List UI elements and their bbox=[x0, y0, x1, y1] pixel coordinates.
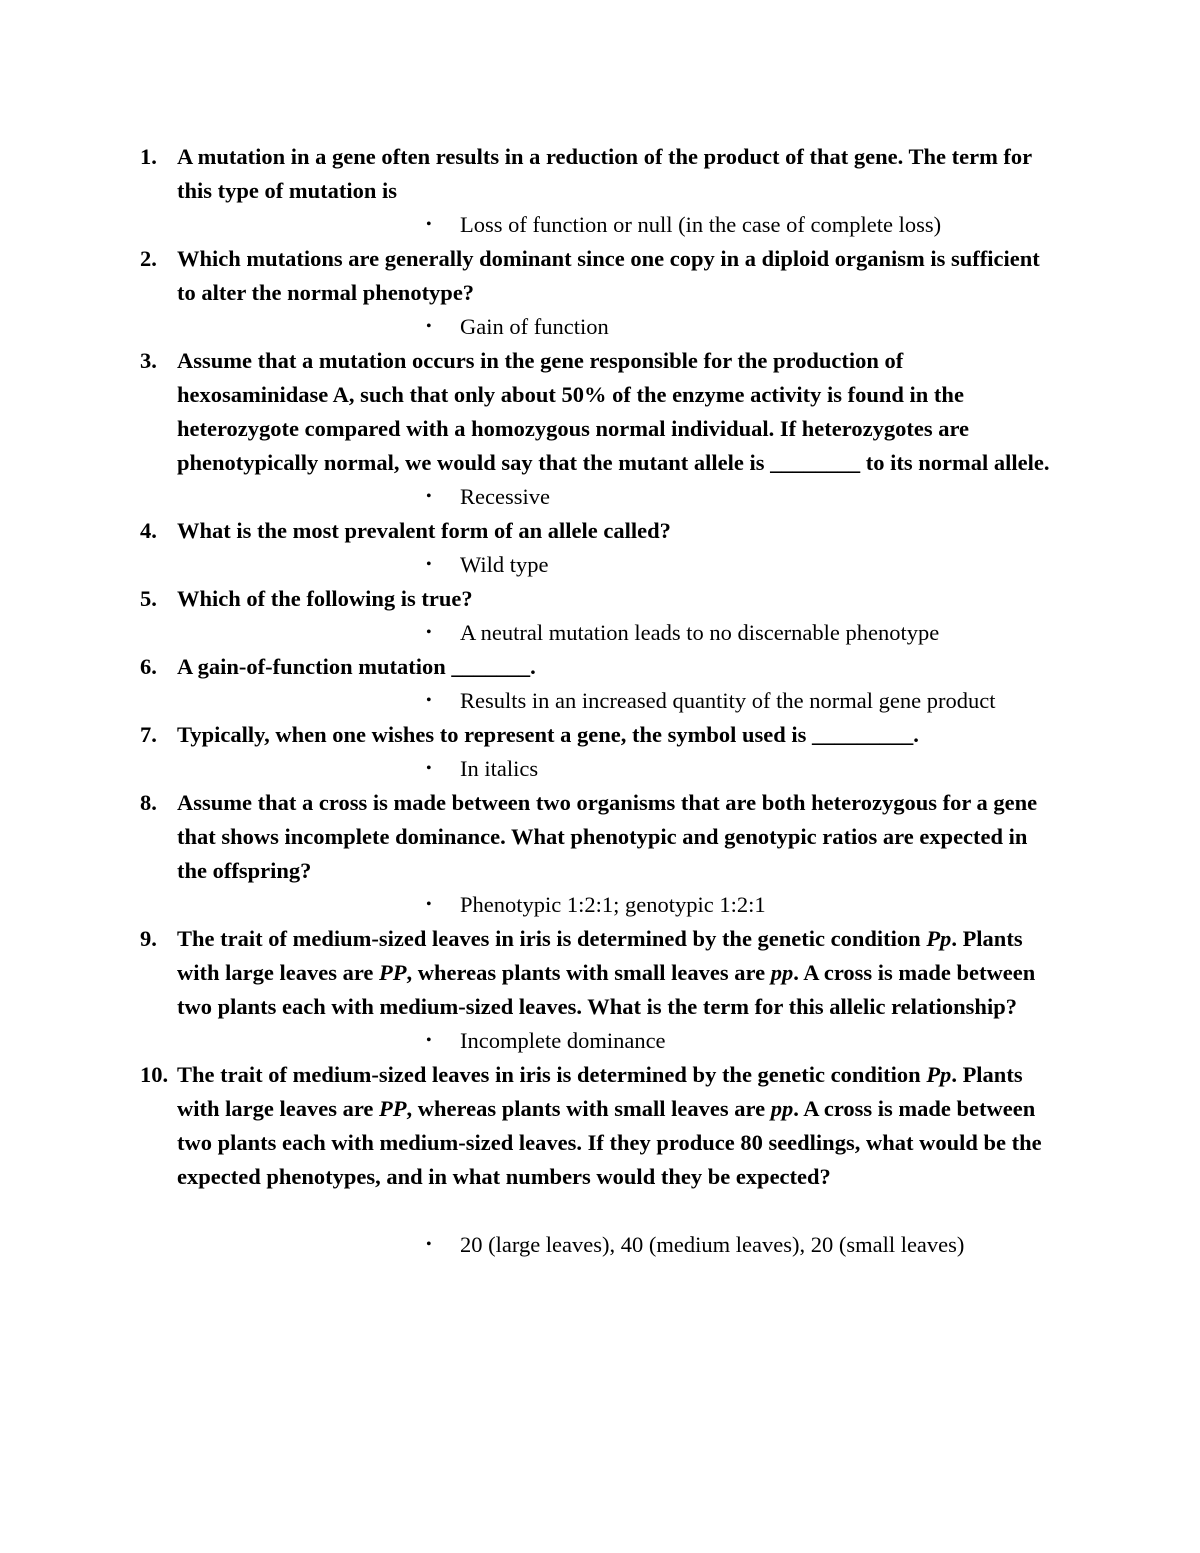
question-text-part: The trait of medium-sized leaves in iris is determined by the genetic condition bbox=[177, 926, 927, 951]
question-text: What is the most prevalent form of an allele called? bbox=[177, 518, 671, 543]
answer-item bbox=[177, 616, 1060, 650]
question-item bbox=[0, 140, 1200, 242]
question-number: 3. bbox=[140, 348, 157, 373]
answer-item bbox=[177, 480, 1060, 514]
answer-item bbox=[177, 684, 1060, 718]
question-text: Which of the following is true? bbox=[177, 586, 473, 611]
answer-item bbox=[177, 888, 1060, 922]
answer-text: Gain of function bbox=[460, 314, 609, 339]
question-number: 1. bbox=[140, 144, 157, 169]
question-item bbox=[0, 242, 1200, 344]
question-text-part: . A cross is made between two plants each with medium-sized leaves. If they produce 80 seedlings, what would be the expected phenotypes, and in what numbers would they be expected? bbox=[177, 1096, 1042, 1189]
answer-text: 20 (large leaves), 40 (medium leaves), 20 (small leaves) bbox=[460, 1232, 965, 1257]
answer-text: In italics bbox=[460, 756, 539, 781]
question-text: Assume that a mutation occurs in the gene responsible for the production of hexosaminidase A, such that only about 50% of the enzyme activity is found in the heterozygote compared with a homozygous normal individual. If heterozygotes are phenotypically normal, we would say that the mutant allele is ________ to its normal allele. bbox=[177, 348, 1050, 475]
question-number: 6. bbox=[140, 654, 157, 679]
answer-item bbox=[177, 752, 1060, 786]
answer-text: Wild type bbox=[460, 552, 549, 577]
bullet-icon: • bbox=[426, 692, 432, 709]
question-item bbox=[0, 514, 1200, 582]
genotype-symbol: PP bbox=[379, 1096, 407, 1121]
question-number: 7. bbox=[140, 722, 157, 747]
question-item bbox=[0, 786, 1200, 922]
question-item bbox=[0, 718, 1200, 786]
answer-item bbox=[177, 208, 1060, 242]
bullet-icon: • bbox=[426, 556, 432, 573]
question-text-part: , whereas plants with small leaves are bbox=[406, 960, 771, 985]
answer-item bbox=[177, 310, 1060, 344]
question-number: 10. bbox=[140, 1062, 169, 1087]
answer-text: Recessive bbox=[460, 484, 550, 509]
genotype-symbol: Pp bbox=[926, 1062, 952, 1087]
question-item bbox=[0, 344, 1200, 514]
question-text: A gain-of-function mutation _______. bbox=[177, 654, 536, 679]
bullet-icon: • bbox=[426, 1032, 432, 1049]
question-number: 8. bbox=[140, 790, 157, 815]
question-item bbox=[0, 650, 1200, 718]
answer-text: Results in an increased quantity of the normal gene product bbox=[460, 688, 996, 713]
question-item bbox=[0, 582, 1200, 650]
bullet-icon: • bbox=[426, 896, 432, 913]
genotype-symbol: Pp bbox=[926, 926, 952, 951]
bullet-icon: • bbox=[426, 760, 432, 777]
answer-item bbox=[177, 1024, 1060, 1058]
question-text-part: The trait of medium-sized leaves in iris is determined by the genetic condition bbox=[177, 1062, 927, 1087]
question-item bbox=[0, 1058, 1200, 1262]
question-text bbox=[177, 922, 1060, 1024]
genotype-symbol: pp bbox=[770, 960, 794, 985]
question-text: Which mutations are generally dominant since one copy in a diploid organism is sufficient to alter the normal phenotype? bbox=[177, 246, 1040, 305]
answer-text: Phenotypic 1:2:1; genotypic 1:2:1 bbox=[460, 892, 766, 917]
bullet-icon: • bbox=[426, 624, 432, 641]
answer-item bbox=[177, 1228, 1060, 1262]
bullet-icon: • bbox=[426, 1236, 432, 1253]
answer-text: Incomplete dominance bbox=[460, 1028, 666, 1053]
question-number: 9. bbox=[140, 926, 157, 951]
genotype-symbol: PP bbox=[379, 960, 407, 985]
question-text-part: . Plants with large leaves are bbox=[177, 926, 1023, 985]
bullet-icon: • bbox=[426, 488, 432, 505]
answer-item bbox=[177, 548, 1060, 582]
question-text-part: . Plants with large leaves are bbox=[177, 1062, 1023, 1121]
question-item bbox=[0, 922, 1200, 1058]
question-number: 5. bbox=[140, 586, 157, 611]
question-text-part: , whereas plants with small leaves are bbox=[406, 1096, 771, 1121]
answer-text: A neutral mutation leads to no discernable phenotype bbox=[460, 620, 940, 645]
question-list bbox=[0, 140, 1200, 1262]
question-text: A mutation in a gene often results in a reduction of the product of that gene. The term for this type of mutation is bbox=[177, 144, 1032, 203]
question-text bbox=[177, 1058, 1060, 1194]
question-text-part: . A cross is made between two plants each with medium-sized leaves. What is the term for this allelic relationship? bbox=[177, 960, 1036, 1019]
question-number: 2. bbox=[140, 246, 157, 271]
answer-text: Loss of function or null (in the case of complete loss) bbox=[460, 212, 942, 237]
question-number: 4. bbox=[140, 518, 157, 543]
bullet-icon: • bbox=[426, 318, 432, 335]
genotype-symbol: pp bbox=[770, 1096, 794, 1121]
question-text: Assume that a cross is made between two organisms that are both heterozygous for a gene that shows incomplete dominance. What phenotypic and genotypic ratios are expected in the offspring? bbox=[177, 790, 1038, 883]
question-text: Typically, when one wishes to represent a gene, the symbol used is _________. bbox=[177, 722, 919, 747]
bullet-icon: • bbox=[426, 216, 432, 233]
